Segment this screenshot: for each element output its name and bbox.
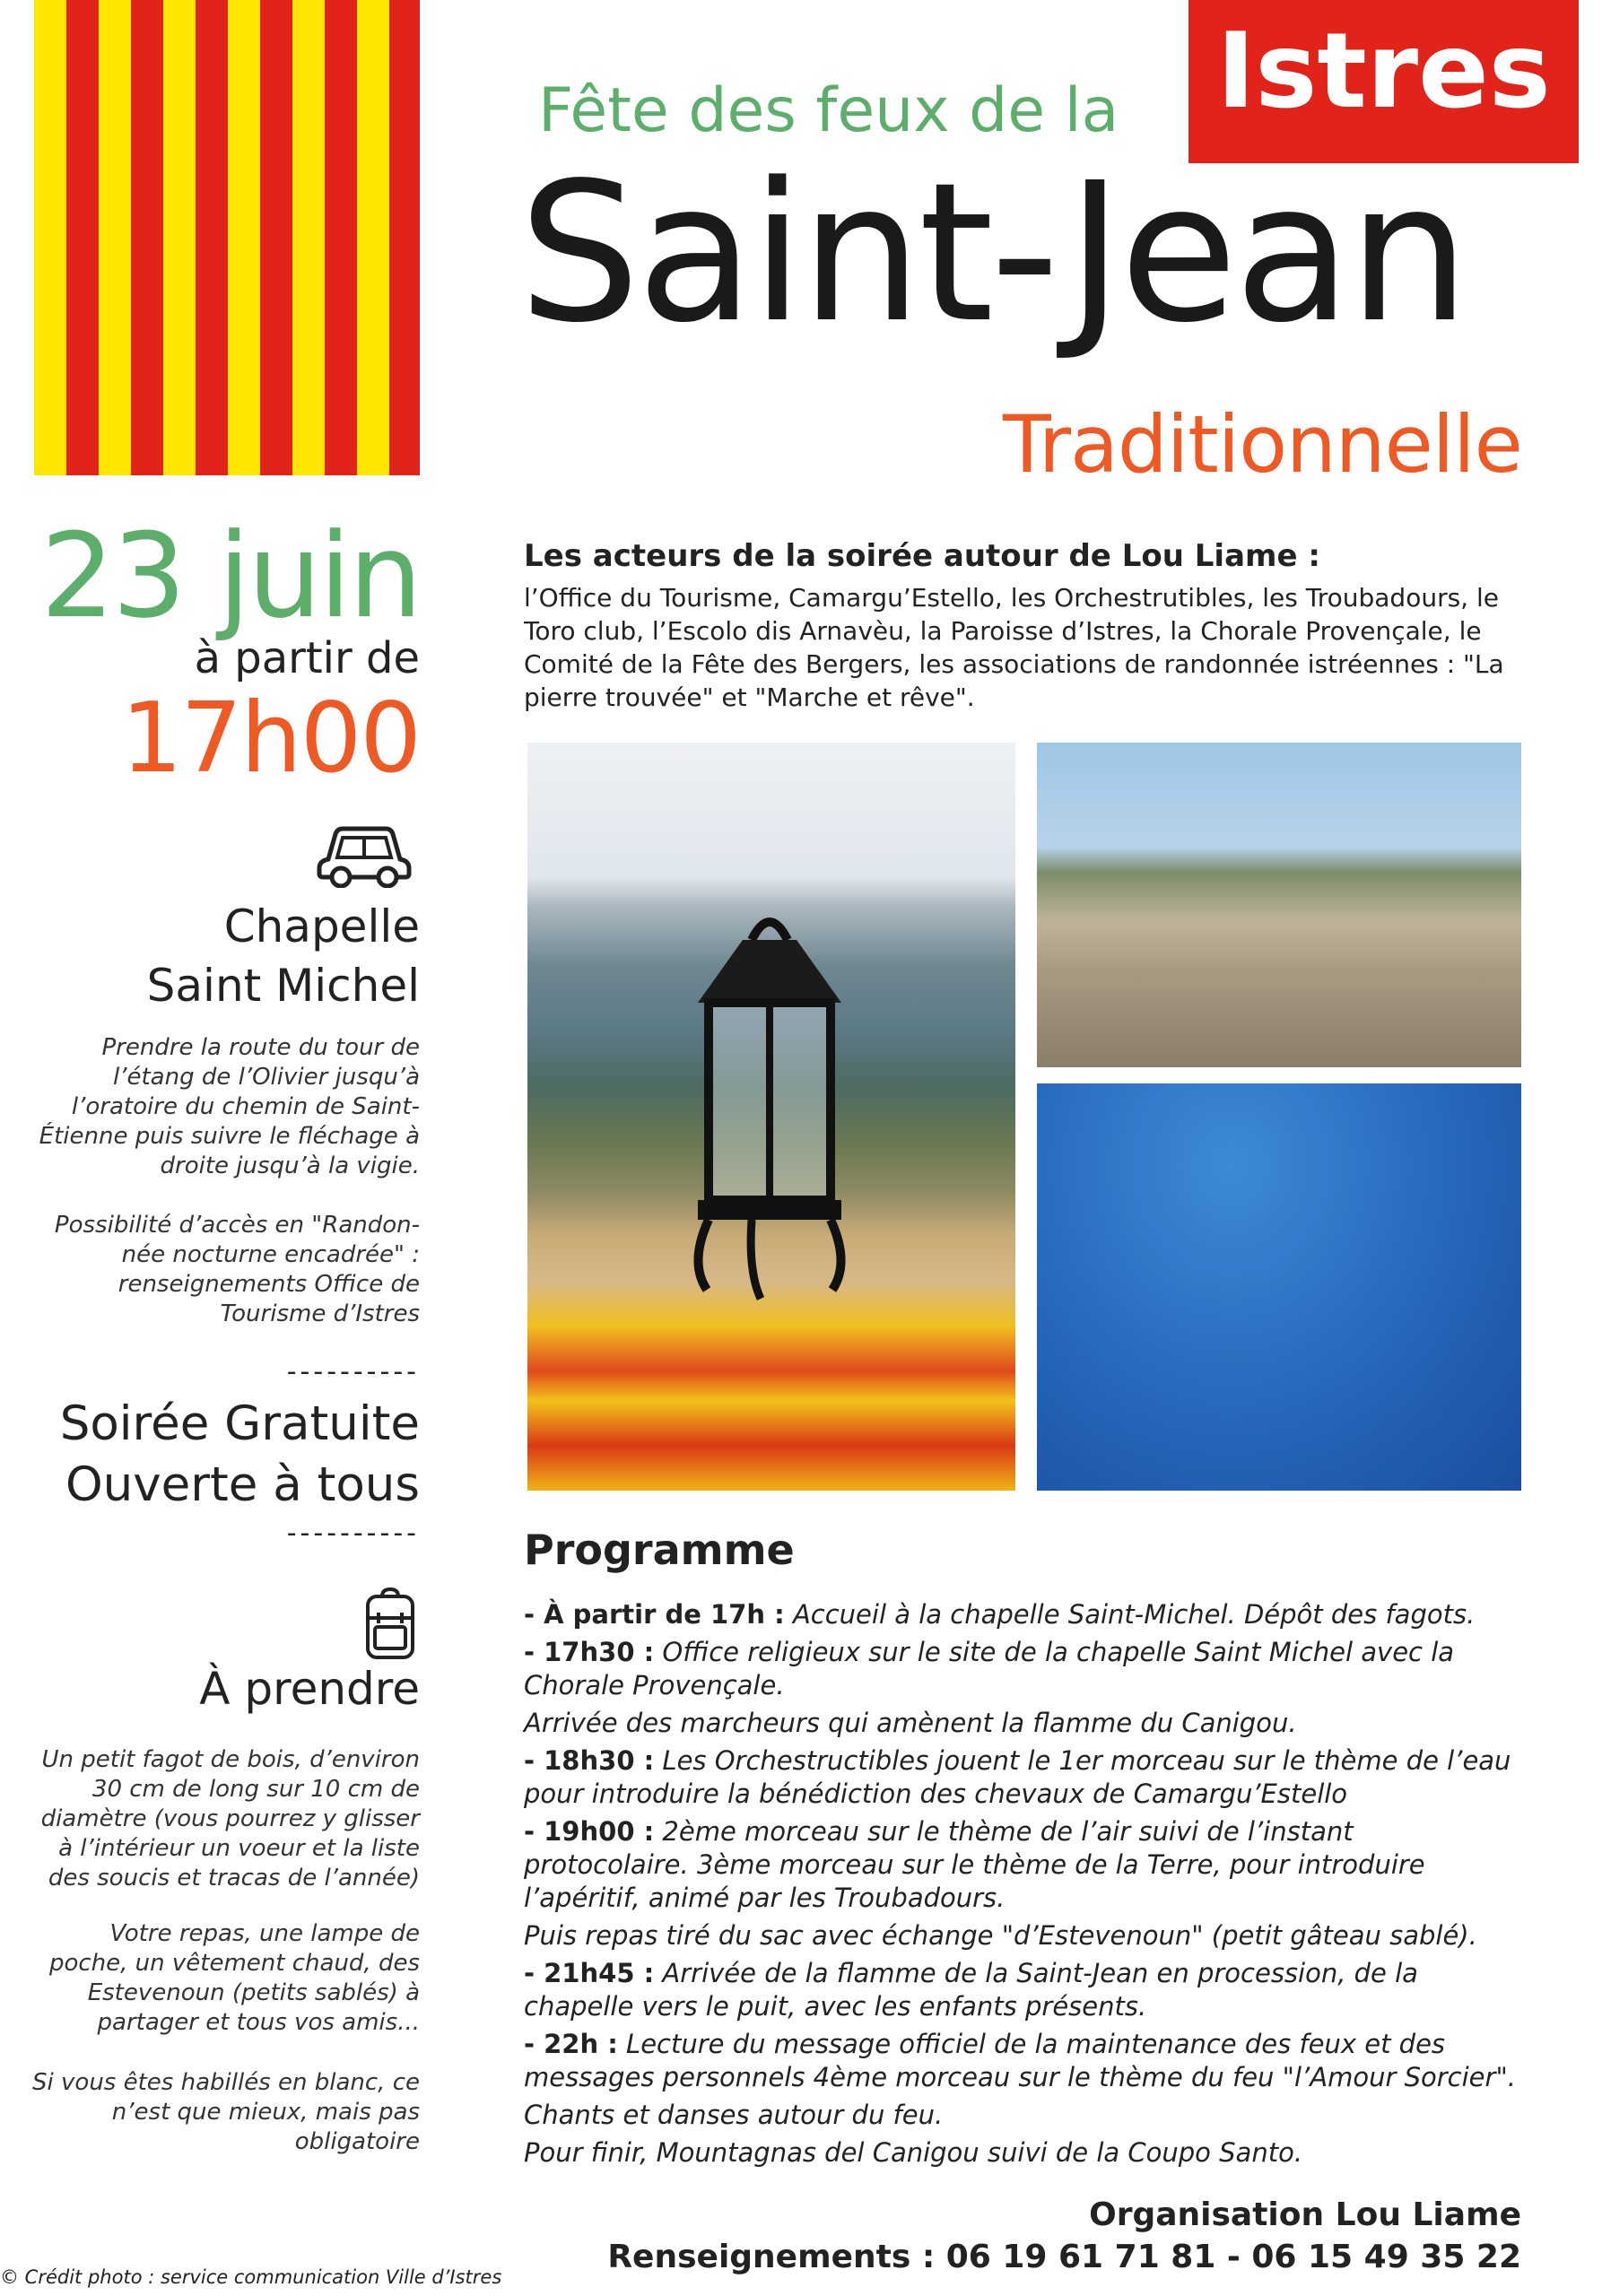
programme-text: Puis repas tiré du sac avec échange "d’Estevenoun" (petit gâteau sablé).	[524, 1920, 1477, 1951]
event-date: 23 juin	[40, 508, 420, 644]
city-name: Istres	[1216, 11, 1551, 132]
bring-item-3: Si vous êtes habillés en blanc, ce n’est que mieux, mais pas obligatoire	[32, 2069, 420, 2155]
programme-item	[524, 1598, 1525, 1631]
programme-text: Office religieux sur le site de la chapelle Saint Michel avec la Chorale Provençale.	[524, 1637, 1455, 1700]
programme-item	[524, 2028, 1525, 2094]
programme-title: Programme	[524, 1526, 795, 1574]
separator-top: ----------	[286, 1356, 420, 1387]
photo-credit: © Crédit photo : service communication Ville d’Istres	[0, 2266, 502, 2288]
programme-text: Chants et danses autour du feu.	[524, 2100, 944, 2130]
bring-title: À prendre	[199, 1663, 420, 1715]
catalan-flag	[34, 0, 420, 475]
free-evening	[60, 1394, 420, 1516]
programme-time: - 21h45 :	[524, 1958, 655, 1988]
programme-text: Arrivée des marcheurs qui amènent la flamme du Canigou.	[524, 1708, 1297, 1738]
from-label: à partir de	[194, 633, 420, 683]
separator-bottom: ----------	[286, 1518, 420, 1549]
location-line2: Saint Michel	[146, 960, 420, 1012]
subtitle: Traditionnelle	[1003, 398, 1522, 491]
programme-text: Accueil à la chapelle Saint-Michel. Dépôt des fagots.	[784, 1599, 1476, 1630]
organisation: Organisation Lou Liame	[1089, 2196, 1521, 2233]
location-line1: Chapelle	[223, 900, 420, 952]
lantern-illustration	[662, 904, 877, 1317]
title-line1: Fête des feux de la	[538, 75, 1119, 146]
event-time: 17h00	[120, 683, 420, 795]
programme-item	[524, 1815, 1525, 1915]
contact-phones: Renseignements : 06 19 61 71 81 - 06 15 49 35 22	[607, 2239, 1521, 2275]
programme-text: Les Orchestructibles jouent le 1er morceau sur le thème de l’eau pour introduire la bénédiction des chevaux de Camargu’Estello	[524, 1745, 1511, 1809]
location-name	[147, 897, 420, 1015]
backpack-icon	[362, 1587, 418, 1661]
programme-item	[524, 1636, 1525, 1702]
programme-list	[524, 1598, 1525, 2174]
crowd-photo	[1037, 743, 1521, 1067]
acteurs-text: l’Office du Tourisme, Camargu’Estello, les Orchestrutibles, les Troubadours, le Toro club, l’Escolo dis Arnavèu, la Paroisse d’Istres, la Chorale Provençale, le Comité de la Fête des Bergers, les associations de randonnée istréennes : "La pierre trouvée" et "Marche et rêve".	[524, 583, 1504, 712]
directions-text: Prendre la route du tour de l’étang de l’Olivier jusqu’à l’oratoire du chemin de Saint-Étienne puis suivre le fléchage à droite jusqu’à la vigie.	[39, 1034, 420, 1179]
programme-item	[524, 1707, 1525, 1740]
programme-item	[524, 1957, 1525, 2023]
programme-time: - À partir de 17h :	[524, 1599, 785, 1630]
programme-text: Lecture du message officiel de la maintenance des feux et des messages personnels 4ème morceau sur le thème du feu "l’Amour Sorcier".	[524, 2029, 1517, 2092]
programme-text: 2ème morceau sur le thème de l’air suivi de l’instant protocolaire. 3ème morceau sur le thème de la Terre, pour introduire l’apéritif, animé par les Troubadours.	[524, 1816, 1425, 1913]
programme-time: - 19h00 :	[524, 1816, 655, 1847]
programme-text: Arrivée de la flamme de la Saint-Jean en procession, de la chapelle vers le puit, avec les enfants présents.	[524, 1958, 1418, 2022]
programme-time: - 22h :	[524, 2029, 618, 2059]
programme-item	[524, 2136, 1525, 2170]
main-title: Saint-Jean	[518, 142, 1467, 365]
city-banner	[1188, 0, 1579, 163]
free-evening-line1: Soirée Gratuite	[59, 1396, 420, 1451]
wheat-bouquet-photo	[1037, 1083, 1521, 1491]
programme-time: - 18h30 :	[524, 1745, 655, 1776]
programme-item	[524, 2099, 1525, 2132]
programme-item	[524, 1919, 1525, 1952]
free-evening-line2: Ouverte à tous	[65, 1457, 420, 1512]
bring-item-1: Un petit fagot de bois, d’environ 30 cm de long sur 10 cm de diamètre (vous pourrez y glisser à l’intérieur un voeur et la liste des soucis et tracas de l’année)	[40, 1746, 420, 1892]
access-text: Possibilité d’accès en "Randon-née nocturne encadrée" : renseignements Office de Tourisme d’Istres	[54, 1212, 420, 1327]
programme-item	[524, 1744, 1525, 1811]
bring-item-2: Votre repas, une lampe de poche, un vêtement chaud, des Estevenoun (petits sablés) à partager et tous vos amis...	[48, 1920, 420, 2036]
acteurs-title: Les acteurs de la soirée autour de Lou Liame :	[524, 538, 1320, 574]
car-icon	[316, 820, 413, 888]
lantern-photo	[527, 743, 1015, 1491]
programme-time: - 17h30 :	[524, 1637, 655, 1667]
programme-text: Pour finir, Mountagnas del Canigou suivi de la Coupo Santo.	[524, 2137, 1303, 2168]
